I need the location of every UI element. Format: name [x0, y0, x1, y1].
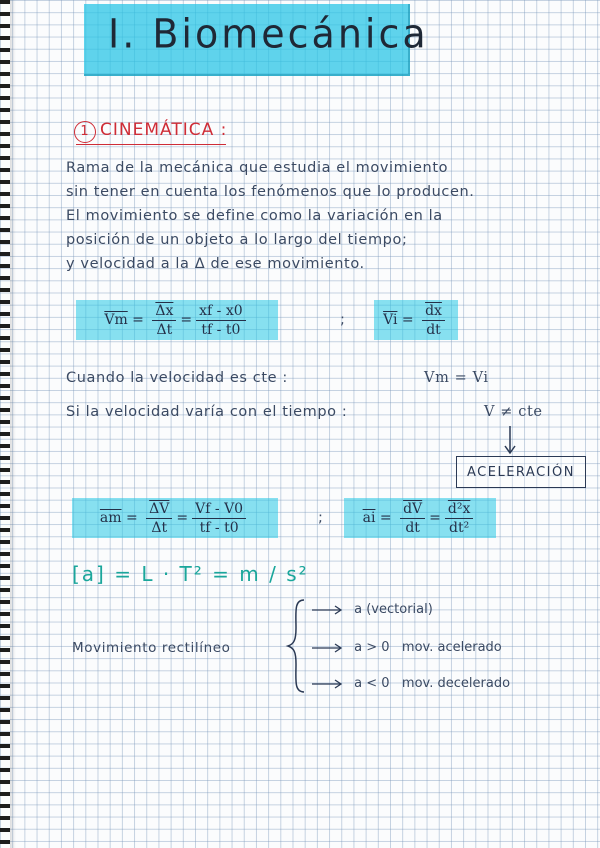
fraction-numerator: $\overline{\Delta x}$	[152, 302, 176, 321]
right-arrow-icon	[310, 678, 344, 690]
mean-velocity-formula: $\overline{Vm}$ = $\frac{\overline{\Delta x}}{\Delta t}$ = $\frac{xf - x0}{tf - t0}$	[76, 300, 278, 340]
fraction-denominator: Δt	[156, 321, 173, 338]
vm-symbol: $\overline{Vm}$	[104, 312, 128, 328]
acceleration-units: [a] = L · T² = m / s²	[72, 562, 309, 586]
intro-line: posición de un objeto a lo largo del tiempo;	[66, 232, 408, 248]
page-title: I. Biomecánica	[108, 10, 429, 58]
fraction-denominator: dt²	[449, 519, 470, 536]
section-heading	[74, 120, 227, 143]
branch-row	[310, 640, 502, 655]
constant-velocity-text: Cuando la velocidad es cte :	[66, 370, 288, 386]
intro-line: Rama de la mecánica que estudia el movimiento	[66, 160, 449, 176]
ai-symbol: $\overline{ai}$	[362, 510, 376, 526]
fraction-numerator: xf - x0	[196, 302, 246, 321]
section-underline	[76, 144, 226, 145]
instant-acceleration-formula: $\overline{ai}$ = $\frac{\overline{dV}}{dt}$ = $\frac{\text{d²x}}{\text{dt²}}$	[344, 498, 496, 538]
fraction-numerator: $\overline{dx}$	[422, 302, 445, 321]
derivative-fraction	[400, 500, 425, 537]
derivative-fraction	[422, 302, 445, 339]
delta-fraction	[152, 302, 176, 339]
delta-fraction	[146, 500, 172, 537]
branch-text: a > 0 mov. acelerado	[354, 640, 502, 655]
formula-separator: ;	[340, 312, 346, 328]
right-arrow-icon	[310, 604, 344, 616]
fraction-numerator: $\overline{dV}$	[400, 500, 425, 519]
fraction-denominator: dt	[426, 321, 441, 338]
varying-velocity-text: Si la velocidad varía con el tiempo :	[66, 404, 348, 420]
acceleration-label-box: ACELERACIÓN	[456, 456, 586, 488]
velocity-fraction	[192, 500, 246, 537]
branch-text: a (vectorial)	[354, 602, 433, 617]
section-title: CINEMÁTICA :	[100, 120, 228, 140]
am-symbol: $\overline{am}$	[99, 510, 122, 526]
intro-line: sin tener en cuenta los fenómenos que lo producen.	[66, 184, 475, 200]
fraction-denominator: tf - t0	[199, 519, 239, 536]
constant-velocity-expr: Vm = Vi	[424, 370, 489, 386]
intro-line: El movimiento se define como la variación en la	[66, 208, 443, 224]
notebook-spiral-binding	[0, 0, 10, 848]
fraction-denominator: dt	[405, 519, 420, 536]
branch-text: a < 0 mov. decelerado	[354, 676, 511, 691]
branch-row	[310, 676, 510, 691]
vi-symbol: $\overline{Vi}$	[383, 312, 398, 328]
second-derivative-fraction	[445, 500, 473, 537]
right-arrow-icon	[310, 642, 344, 654]
fraction-numerator: $\overline{\Delta V}$	[146, 500, 172, 519]
section-number: 1	[74, 121, 96, 143]
varying-velocity-expr: V ≠ cte	[484, 404, 543, 420]
mean-acceleration-formula: $\overline{am}$ = $\frac{\overline{\Delta V}}{\Delta t}$ = $\frac{Vf - V0}{tf - t0}$	[72, 498, 278, 538]
fraction-numerator: Vf - V0	[192, 500, 246, 519]
position-fraction	[196, 302, 246, 339]
fraction-denominator: tf - t0	[201, 321, 241, 338]
branch-row	[310, 602, 433, 617]
intro-line: y velocidad a la Δ de ese movimiento.	[66, 256, 365, 272]
curly-brace-icon	[284, 598, 308, 694]
down-arrow-icon	[500, 424, 520, 456]
binding-shadow	[10, 0, 16, 848]
formula-separator: ;	[318, 510, 324, 526]
fraction-denominator: Δt	[151, 519, 168, 536]
movement-label: Movimiento rectilíneo	[72, 640, 231, 656]
fraction-numerator: d²x	[445, 500, 473, 519]
instant-velocity-formula: $\overline{Vi}$ = $\frac{\overline{dx}}{dt}$	[374, 300, 458, 340]
